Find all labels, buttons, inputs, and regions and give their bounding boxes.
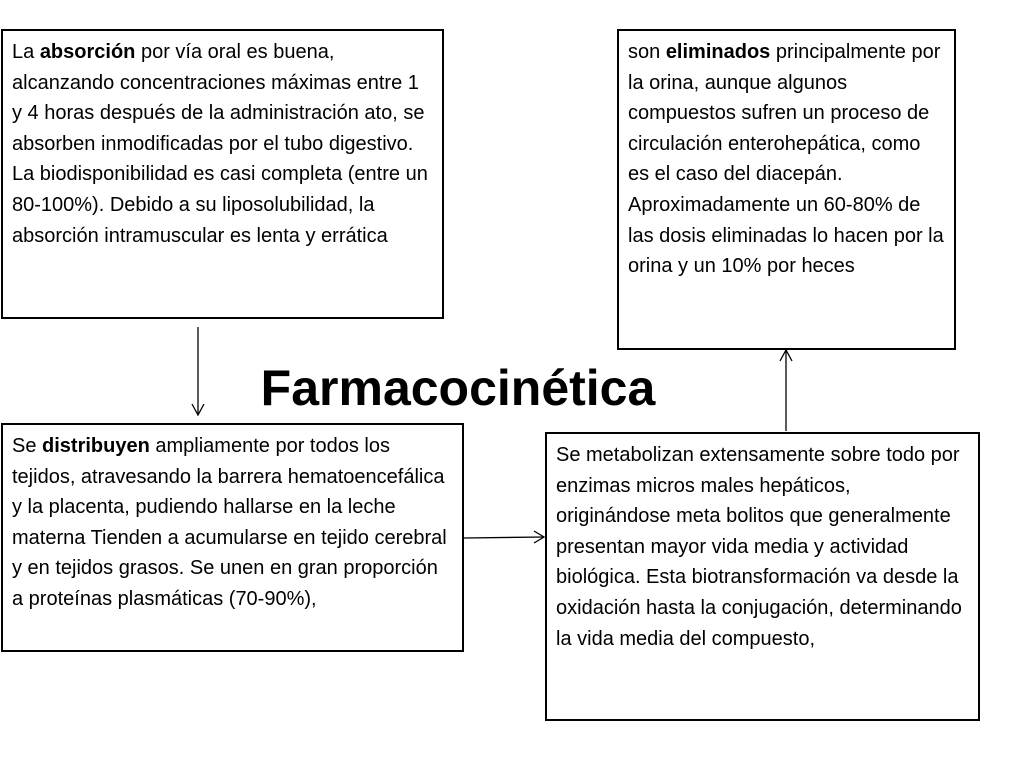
absorption-prefix: La bbox=[12, 41, 40, 63]
arrow-distribution-to-metabolism bbox=[464, 531, 544, 543]
elimination-keyword: eliminados bbox=[665, 41, 771, 63]
arrow-absorption-to-distribution bbox=[192, 327, 204, 415]
distribution-text: ampliamente por todos los tejidos, atravesando la barrera hematoencefálica y la placenta, pudiendo hallarse en la leche materna Tienden a acumularse en tejido cerebral y en tejidos grasos. Se unen en gran proporción a proteínas plasmáticas (70-90%), bbox=[12, 435, 447, 610]
diagram-title: Farmacocinética bbox=[260, 360, 656, 416]
absorption-box bbox=[1, 29, 444, 319]
absorption-text: por vía oral es buena, alcanzando concentraciones máximas entre 1 y 4 horas después de la administración ato, se absorben inmodificadas por el tubo digestivo. La biodisponibilidad es casi completa (entre un 80-100%). Debido a su liposolubilidad, la absorción intramuscular es lenta y errática bbox=[12, 41, 428, 247]
metabolism-box bbox=[545, 432, 980, 721]
metabolism-text: Se metabolizan extensamente sobre todo por enzimas micros males hepáticos, originándose meta bolitos que generalmente presentan mayor vida media y actividad biológica. Esta biotransformación va desde la oxidación hasta la conjugación, determinando la vida media del compuesto, bbox=[556, 444, 962, 650]
distribution-prefix: Se bbox=[12, 435, 43, 457]
elimination-text: principalmente por la orina, aunque algunos compuestos sufren un proceso de circulación enterohepática, como es el caso del diacepán. Aproximadamente un 60-80% de las dosis eliminadas lo hacen por la orina y un 10% por heces bbox=[628, 41, 944, 278]
absorption-keyword: absorción bbox=[39, 41, 136, 63]
elimination-box bbox=[617, 29, 956, 350]
distribution-keyword: distribuyen bbox=[42, 435, 150, 457]
arrow-metabolism-to-elimination bbox=[780, 350, 792, 431]
distribution-box bbox=[1, 423, 464, 652]
elimination-prefix: son bbox=[628, 41, 666, 63]
